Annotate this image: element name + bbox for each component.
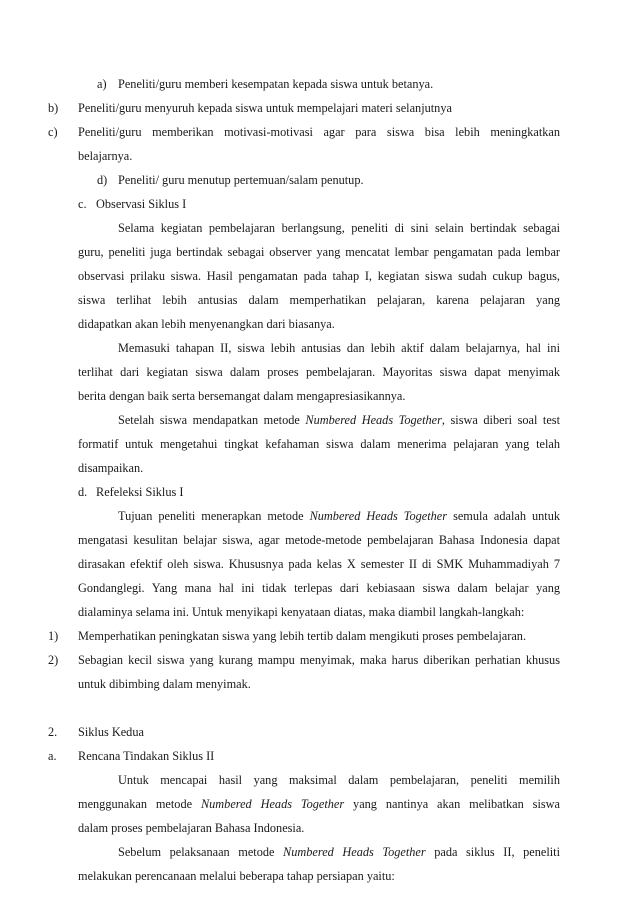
text-line: Peneliti/guru memberi kesempatan kepada siswa untuk betanya.: [118, 77, 434, 91]
text-line: terlihat dari kegiatan siswa dalam proses pembelajaran. Mayoritas siswa dapat menyimak: [78, 365, 560, 379]
text-line: Setelah siswa mendapatkan metode Numbered Heads Together, siswa diberi soal test: [118, 413, 560, 427]
text-line: mengatasi kesulitan belajar siswa, agar metode-metode pembelajaran Bahasa Indonesia dapat: [78, 533, 560, 547]
text-line: guru, peneliti juga bertindak sebagai observer yang mencatat lembar pengamatan pada lembar: [78, 245, 560, 259]
section-marker: c.: [78, 197, 87, 211]
text-line: Memperhatikan peningkatan siswa yang lebih tertib dalam mengikuti proses pembelajaran.: [78, 629, 527, 643]
text-line: formatif untuk mengetahui tingkat kefahaman siswa dalam menerima pelajaran yang telah: [78, 437, 560, 451]
text-line: berita dengan baik serta bersemangat dalam mengapresiasikannya.: [78, 389, 406, 403]
text-line: dialaminya selama ini. Untuk menyikapi kenyataan diatas, maka diambil langkah-langkah:: [78, 605, 525, 619]
method-name: Numbered Heads Together: [200, 797, 345, 811]
list-marker: 2): [48, 653, 59, 667]
section-heading: Rencana Tindakan Siklus II: [78, 749, 215, 763]
text-line: Memasuki tahapan II, siswa lebih antusias dan lebih aktif dalam belajarnya, hal ini: [118, 341, 560, 355]
method-name: Numbered Heads Together: [305, 413, 442, 427]
text-line: Peneliti/guru menyuruh kepada siswa untuk mempelajari materi selanjutnya: [78, 101, 452, 115]
text-line: belajarnya.: [78, 149, 133, 163]
text-line: dalam proses pembelajaran Bahasa Indonesia.: [78, 821, 305, 835]
text-line: Peneliti/ guru menutup pertemuan/salam penutup.: [118, 173, 364, 187]
list-marker: 1): [48, 629, 59, 643]
text-line: untuk dibimbing dalam menyimak.: [78, 677, 251, 691]
text-line: siswa terlihat lebih antusias dalam memperhatikan pelajaran, karena pelajaran yang: [78, 293, 560, 307]
text-line: disampaikan.: [78, 461, 144, 475]
text-line: Gondanglegi. Yang mana hal ini tidak terlepas dari kebiasaan siswa dalam belajar yang: [78, 581, 560, 595]
section-heading: Siklus Kedua: [78, 725, 144, 739]
list-marker: c): [48, 125, 58, 139]
text-line: dirasakan efektif oleh siswa. Khususnya pada kelas X semester II di SMK Muhammadiyah 7: [78, 557, 560, 571]
section-marker: 2.: [48, 725, 58, 739]
text-line: observasi prilaku siswa. Hasil pengamatan pada tahap I, kegiatan siswa sudah cukup bagus,: [78, 269, 560, 283]
section-marker: d.: [78, 485, 88, 499]
text-line: Peneliti/guru memberikan motivasi-motivasi agar para siswa bisa lebih meningkatkan: [78, 125, 560, 139]
section-heading: Observasi Siklus I: [96, 197, 187, 211]
list-marker: d): [97, 173, 108, 187]
method-name: Numbered Heads Together: [309, 509, 448, 523]
list-marker: a): [97, 77, 107, 91]
text-line: Sebagian kecil siswa yang kurang mampu menyimak, maka harus diberikan perhatian khusus: [78, 653, 560, 667]
text-line: Selama kegiatan pembelajaran berlangsung, peneliti di sini selain bertindak sebagai: [118, 221, 560, 235]
text-line: Tujuan peneliti menerapkan metode Numbered Heads Together semula adalah untuk: [118, 509, 561, 523]
list-marker: b): [48, 101, 59, 115]
text-line: menggunakan metode Numbered Heads Together yang nantinya akan melibatkan siswa: [78, 797, 560, 811]
text-line: melakukan perencanaan melalui beberapa tahap persiapan yaitu:: [78, 869, 395, 883]
method-name: Numbered Heads Together: [283, 845, 426, 859]
section-marker: a.: [48, 749, 57, 763]
text-line: didapatkan akan lebih menyenangkan dari biasanya.: [78, 317, 335, 331]
text-line: Sebelum pelaksanaan metode Numbered Heads Together pada siklus II, peneliti: [118, 845, 560, 859]
text-line: Untuk mencapai hasil yang maksimal dalam pembelajaran, peneliti memilih: [118, 773, 560, 787]
section-heading: Refeleksi Siklus I: [96, 485, 184, 499]
